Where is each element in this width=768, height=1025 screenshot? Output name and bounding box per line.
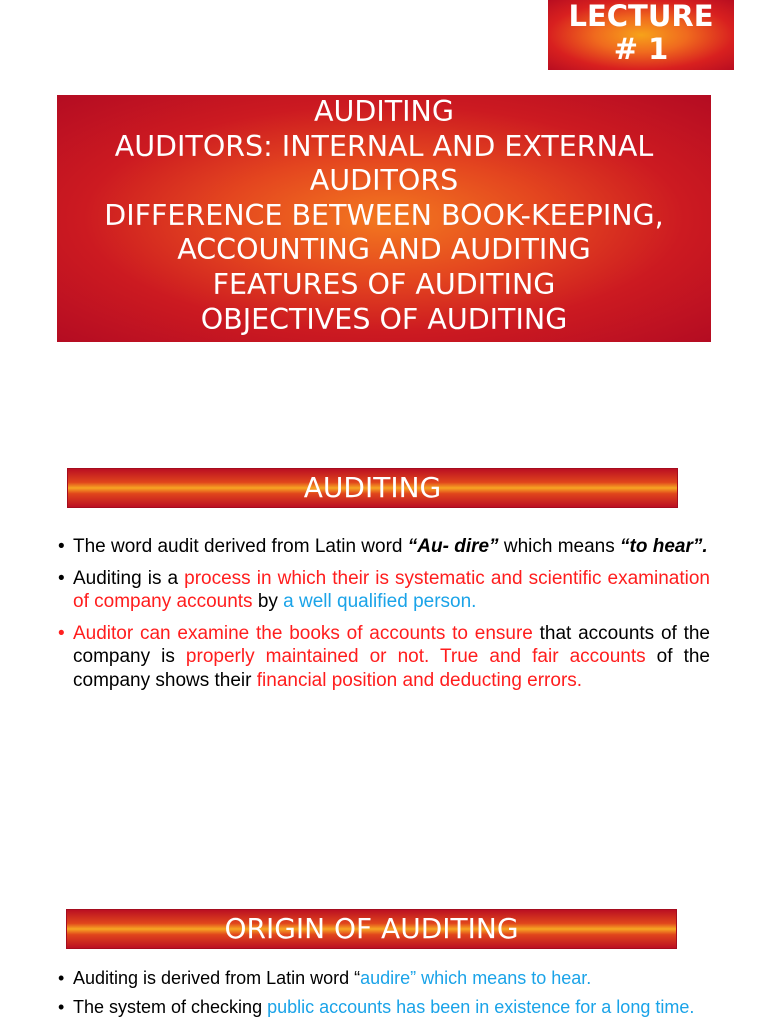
- topic-line: DIFFERENCE BETWEEN BOOK-KEEPING,: [104, 198, 664, 232]
- auditing-bullet-list: [58, 535, 710, 700]
- bullet-text: The word audit derived from Latin word: [73, 536, 408, 557]
- section-heading-origin: ORIGIN OF AUDITING: [66, 909, 677, 949]
- section-heading-auditing: AUDITING: [67, 468, 678, 508]
- bullet-text-highlight-blue: public accounts has been in existence for a long time.: [267, 997, 695, 1017]
- bullet-text: Auditing is derived from Latin word “: [73, 968, 361, 988]
- list-item: [58, 622, 710, 693]
- list-item: [58, 567, 710, 614]
- bullet-text-highlight-red: process in which their is systematic and scientific examination of company accounts: [73, 567, 710, 612]
- topic-line: FEATURES OF AUDITING: [212, 267, 556, 301]
- bullet-text: by: [252, 591, 284, 612]
- bullet-text: Auditing is a: [73, 567, 185, 589]
- list-item: [58, 535, 710, 559]
- origin-bullet-list: [58, 967, 710, 1025]
- lecture-badge-line1: LECTURE: [568, 0, 714, 33]
- lecture-topics-box: [57, 95, 711, 342]
- list-item: [58, 967, 710, 990]
- lecture-badge-line2: # 1: [613, 32, 669, 66]
- lecture-number-badge: [548, 0, 734, 70]
- list-item: [58, 996, 710, 1019]
- topic-line: AUDITING: [314, 95, 454, 128]
- bullet-text-highlight-blue: audire” which means to hear.: [360, 968, 592, 988]
- bullet-text-highlight-red: financial position and deducting errors.: [256, 669, 583, 691]
- bullet-text: that accounts of the company is: [73, 622, 710, 667]
- bullet-text-emphasis: “Au- dire”: [407, 536, 499, 557]
- bullet-text: The system of checking: [73, 997, 268, 1017]
- topic-line: AUDITORS: INTERNAL AND EXTERNAL: [114, 129, 654, 163]
- bullet-text: of the company shows their: [73, 646, 710, 691]
- bullet-text-highlight-red: Auditor can examine the books of accounts to ensure: [73, 622, 533, 644]
- bullet-text-highlight-blue: a well qualified person.: [283, 591, 477, 612]
- bullet-text-emphasis: “to hear”.: [620, 536, 708, 557]
- topic-line: ACCOUNTING AND AUDITING: [177, 233, 591, 267]
- topic-line: OBJECTIVES OF AUDITING: [200, 302, 568, 336]
- bullet-text: which means: [498, 536, 621, 557]
- bullet-text-highlight-red: properly maintained or not. True and fair accounts: [185, 646, 646, 667]
- topic-line: AUDITORS: [309, 164, 459, 198]
